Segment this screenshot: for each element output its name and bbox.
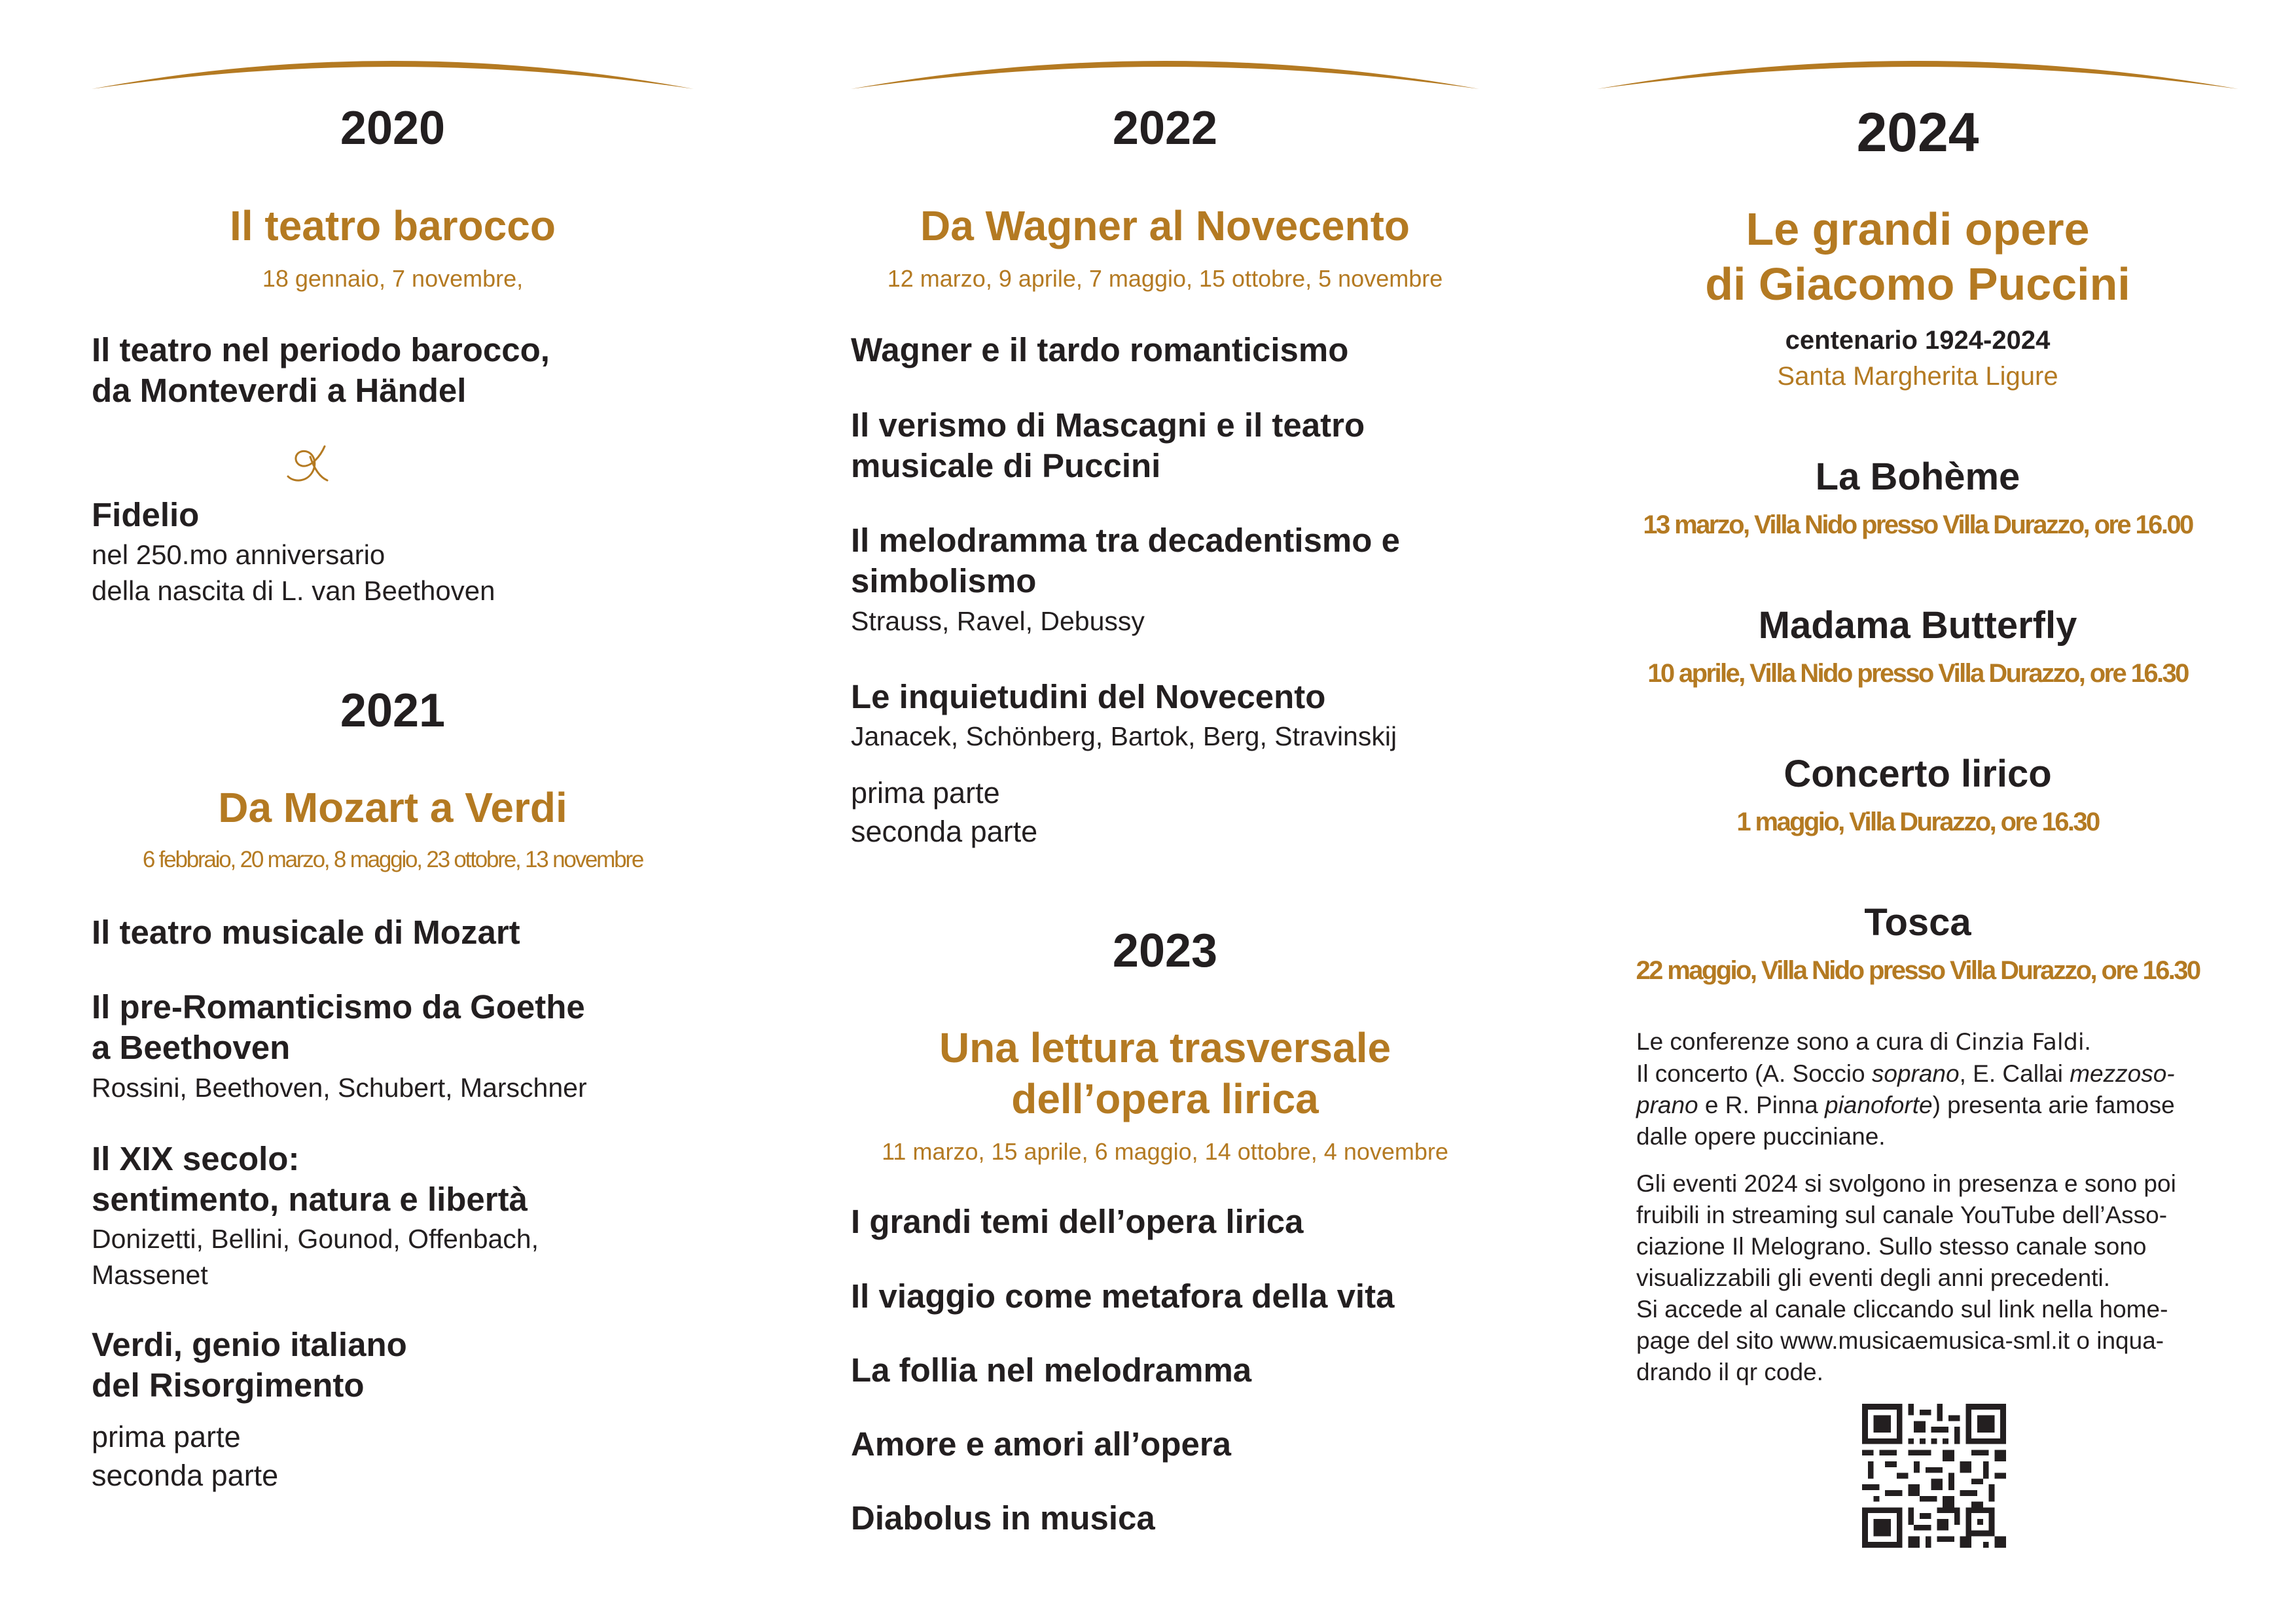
title-2021: Da Mozart a Verdi [218,784,567,831]
column-2022-2023 [851,0,1479,1623]
item-decadentismo: Il melodramma tra decadentismo e simbolismo [851,522,1400,599]
item-pre-romanticismo-composers: Rossini, Beethoven, Schubert, Marschner [92,1073,587,1103]
fidelio-description: nel 250.mo anniversario della nascita di L. van Beethoven [92,539,495,606]
place: Santa Margherita Ligure [1777,362,2058,391]
item-mozart: Il teatro musicale di Mozart [92,914,520,951]
title-2023: Una lettura trasversale dell’opera lirica [939,1024,1391,1122]
event-butterfly-info: 10 aprile, Villa Nido presso Villa Durazzo, ore 16.30 [1647,659,2188,688]
ornament-icon [281,437,334,490]
event-concerto-title: Concerto lirico [1784,753,2052,795]
event-boheme-title: La Bohème [1815,455,2020,498]
item-wagner: Wagner e il tardo romanticismo [851,331,1349,368]
dates-2022: 12 marzo, 9 aprile, 7 maggio, 15 ottobre, 5 novembre [887,265,1443,292]
item-grandi-temi: I grandi temi dell’opera lirica [851,1203,1304,1240]
title-2020: Il teatro barocco [230,202,556,249]
item-novecento-composers: Janacek, Schönberg, Bartok, Berg, Stravinskij [851,721,1397,751]
item-diabolus: Diabolus in musica [851,1499,1155,1537]
fidelio-title: Fidelio [92,496,200,533]
event-tosca-title: Tosca [1864,901,1971,944]
event-concerto-info: 1 maggio, Villa Durazzo, ore 16.30 [1736,808,2099,836]
dates-2020: 18 gennaio, 7 novembre, [262,265,524,292]
event-tosca-info: 22 maggio, Villa Nido presso Villa Durazzo, ore 16.30 [1636,956,2200,985]
title-2022: Da Wagner al Novecento [920,202,1410,249]
centenary: centenario 1924-2024 [1785,326,2051,355]
verdi-parts: prima parte seconda parte [92,1420,279,1492]
decorative-arc [92,51,694,97]
item-pre-romanticismo: Il pre-Romanticismo da Goethe a Beethoven [92,988,585,1066]
item-xix-secolo-composers: Donizetti, Bellini, Gounod, Offenbach, Massenet [92,1224,539,1290]
dates-2021: 6 febbraio, 20 marzo, 8 maggio, 23 ottobre, 13 novembre [142,847,643,872]
year-2024: 2024 [1856,101,1979,163]
credits-note: Le conferenze sono a cura di Cinzia Faldi. Il concerto (A. Soccio soprano, E. Callai mezzoso- prano e R. Pinna pianoforte) presenta arie famose dalle opere pucciniane. [1636,1028,2175,1150]
item-teatro-barocco [92,330,550,411]
event-boheme-info: 13 marzo, Villa Nido presso Villa Durazzo, ore 16.00 [1643,510,2193,539]
year-2020: 2020 [340,102,446,154]
novecento-parts: prima parte seconda parte [851,776,1038,848]
item-line: da Monteverdi a Händel [92,372,467,409]
item-follia: La follia nel melodramma [851,1351,1252,1389]
streaming-note: Gli eventi 2024 si svolgono in presenza e sono poi fruibili in streaming sul canale YouTube dell’Asso- ciazione Il Melograno. Sullo stesso canale sono visualizzabili gli eventi degli anni precedenti. Si accede al canale cliccando sul link nella home- page del sito www.musicaemusica-sml.it o inqua- drando il qr code. [1636,1170,2176,1385]
item-novecento: Le inquietudini del Novecento [851,678,1326,715]
item-amore: Amore e amori all’opera [851,1425,1232,1463]
item-viaggio: Il viaggio come metafora della vita [851,1277,1395,1315]
qr-code-icon[interactable] [1862,1404,2006,1548]
item-decadentismo-composers: Strauss, Ravel, Debussy [851,606,1145,636]
title-2024: Le grandi opere di Giacomo Puccini [1705,204,2130,310]
column-2020-2021 [92,0,694,1623]
decorative-arc [1597,51,2238,97]
year-2021: 2021 [340,685,446,737]
item-xix-secolo: Il XIX secolo: sentimento, natura e libertà [92,1140,528,1218]
year-2023: 2023 [1112,925,1218,977]
dates-2023: 11 marzo, 15 aprile, 6 maggio, 14 ottobre, 4 novembre [882,1138,1448,1165]
year-2022: 2022 [1112,102,1218,154]
item-verismo: Il verismo di Mascagni e il teatro musicale di Puccini [851,406,1365,484]
event-butterfly-title: Madama Butterfly [1758,604,2077,647]
item-line: Il teatro nel periodo barocco, [92,331,550,368]
decorative-arc [851,51,1479,97]
column-2024 [1597,0,2238,1623]
item-verdi: Verdi, genio italiano del Risorgimento [92,1326,407,1404]
